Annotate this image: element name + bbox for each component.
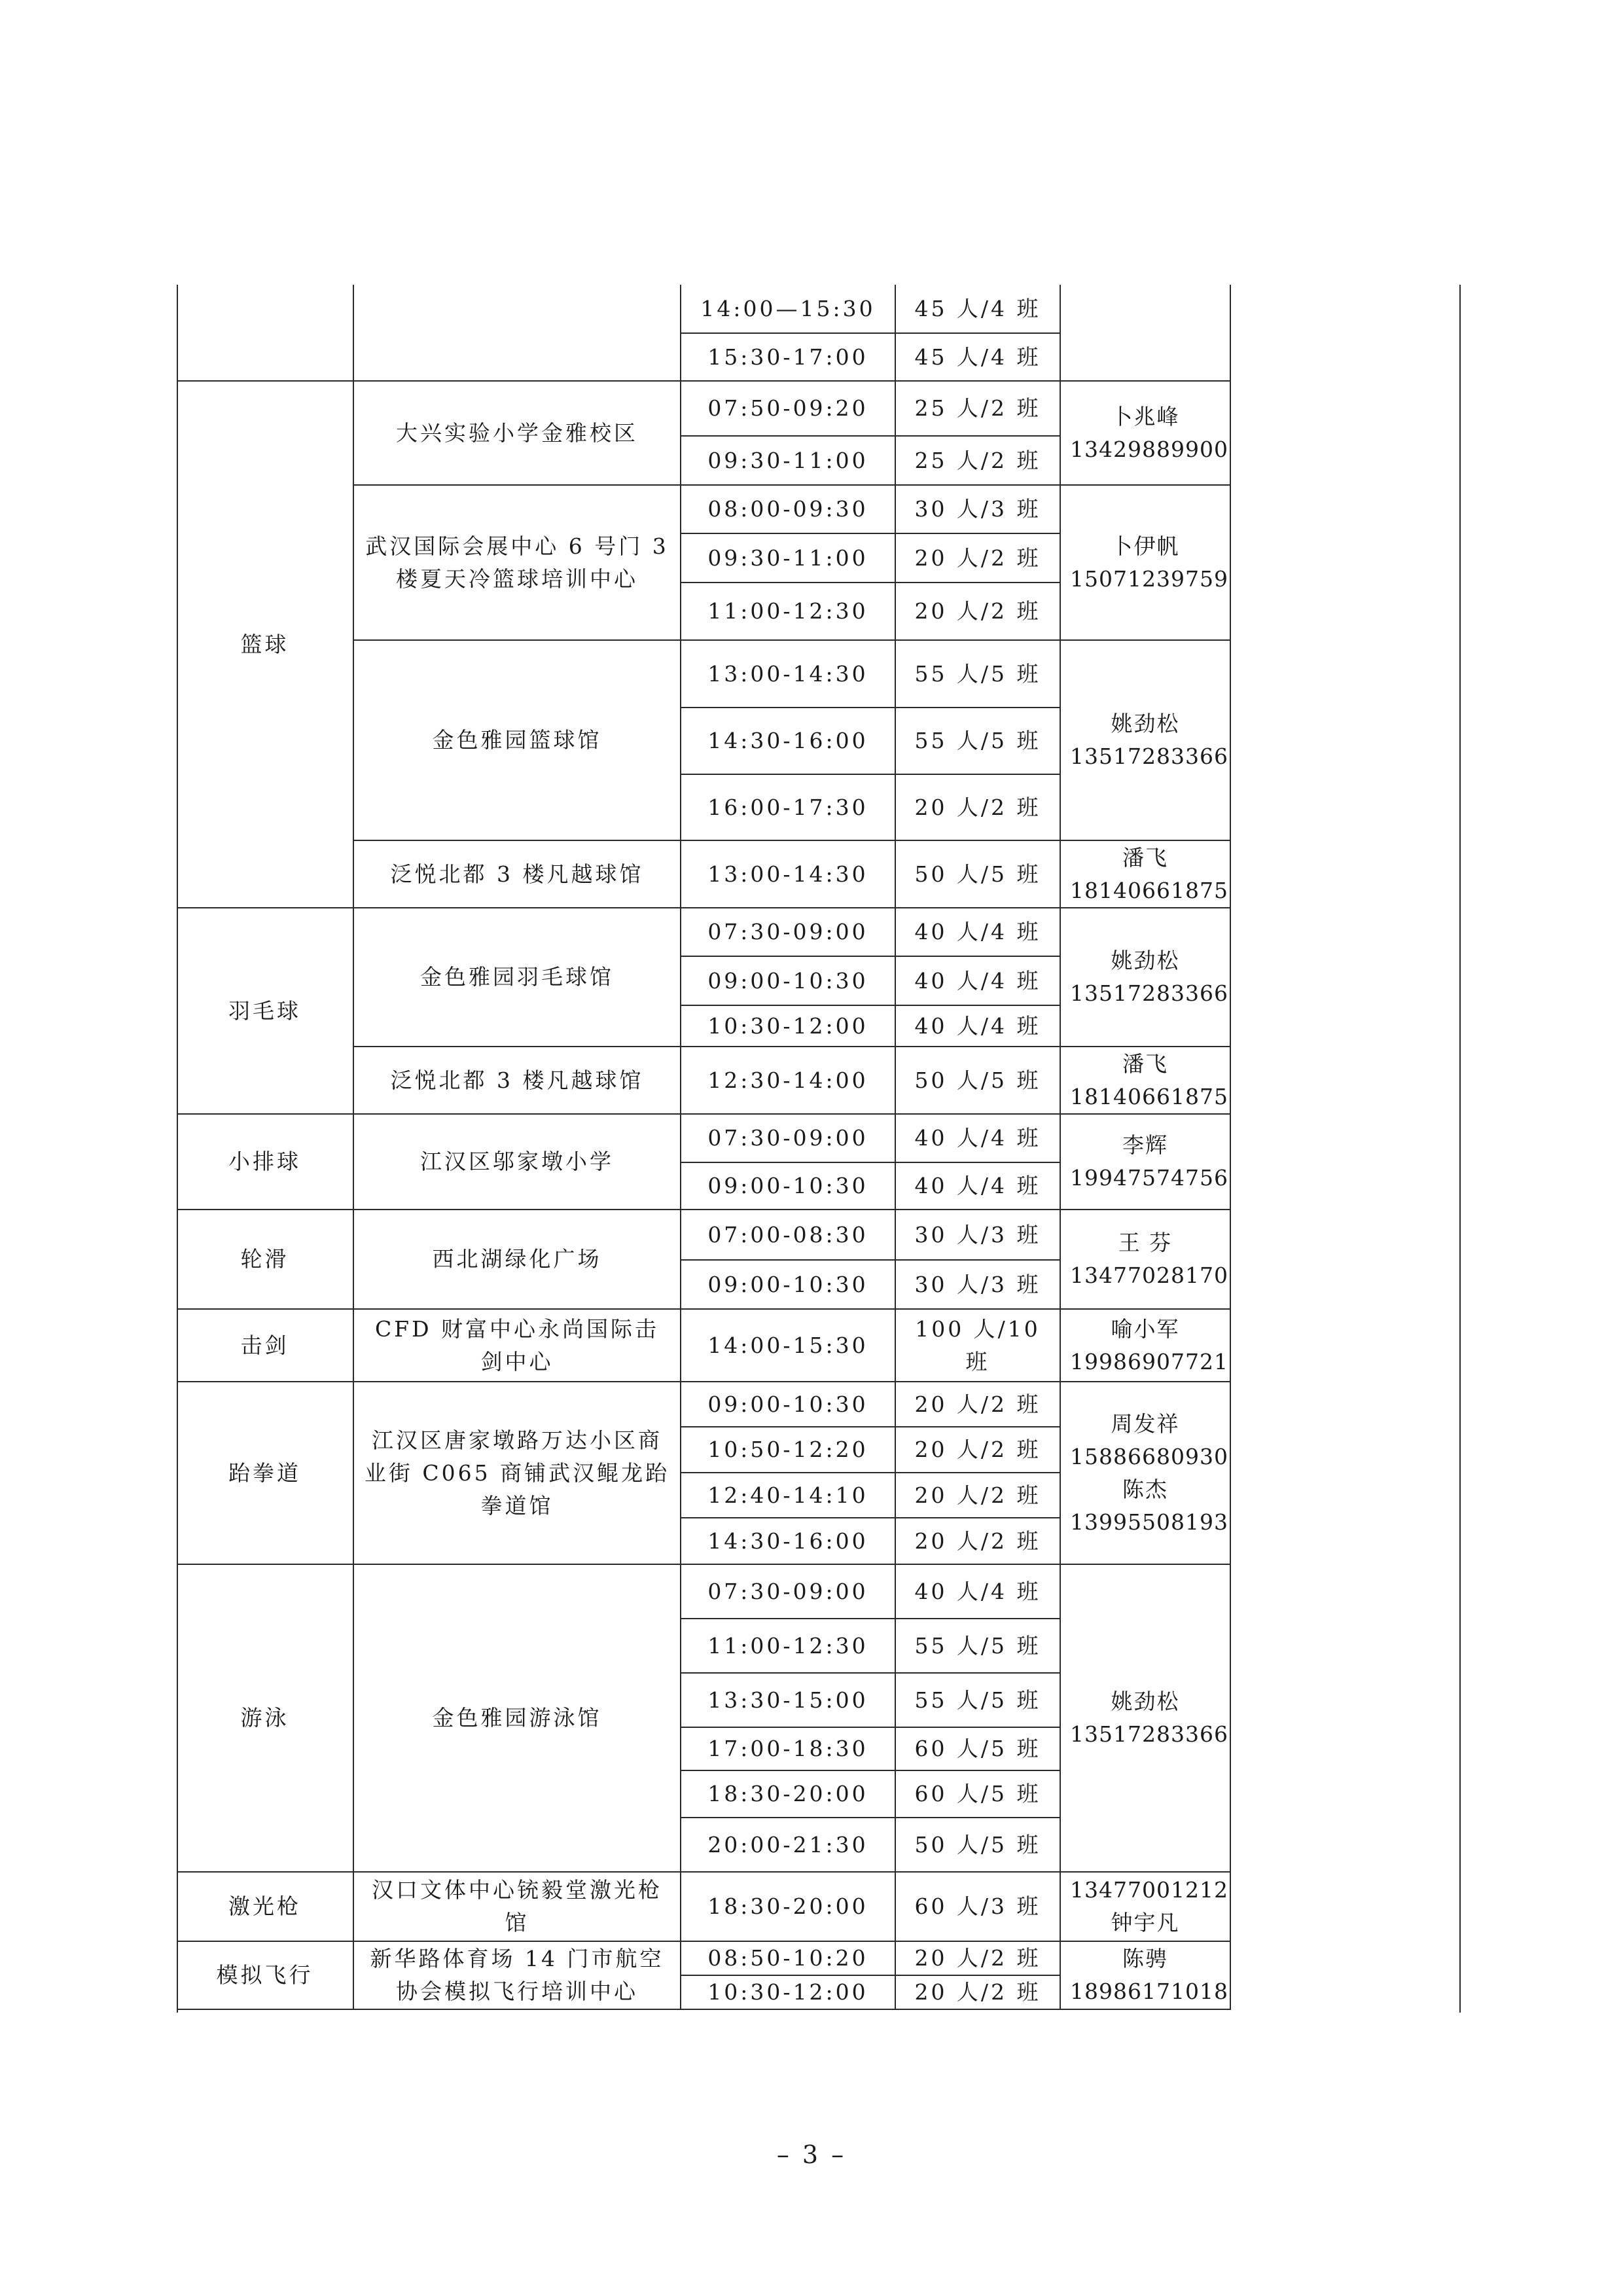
capacity-cell: 20 人/2 班 xyxy=(895,1427,1060,1473)
time-cell: 14:00—15:30 xyxy=(681,285,895,333)
time-cell: 10:30-12:00 xyxy=(681,1975,895,2009)
time-cell: 07:30-09:00 xyxy=(681,908,895,956)
capacity-cell: 60 人/3 班 xyxy=(895,1872,1060,1941)
sport-cell-mini-volleyball: 小排球 xyxy=(177,1114,353,1210)
contact-cell xyxy=(1060,485,1230,640)
contact-phone: 13477001212 xyxy=(1070,1877,1228,1903)
contact-cell xyxy=(1060,908,1230,1047)
sport-cell-fencing: 击剑 xyxy=(177,1309,353,1382)
sport-cell-roller-skating: 轮滑 xyxy=(177,1210,353,1309)
contact-phone-2: 13995508193 xyxy=(1070,1509,1228,1535)
contact-cell xyxy=(1060,1047,1230,1114)
capacity-cell: 55 人/5 班 xyxy=(895,708,1060,774)
capacity-cell: 55 人/5 班 xyxy=(895,1673,1060,1727)
contact-phone: 19986907721 xyxy=(1070,1348,1228,1374)
contact-name: 王 芬 xyxy=(1118,1230,1173,1255)
capacity-cell: 60 人/5 班 xyxy=(895,1727,1060,1770)
contact-name: 潘飞 xyxy=(1122,1050,1168,1077)
time-cell: 14:30-16:00 xyxy=(681,1518,895,1564)
time-cell: 14:00-15:30 xyxy=(681,1309,895,1382)
venue-cell-empty xyxy=(353,285,681,381)
sport-cell-swimming: 游泳 xyxy=(177,1564,353,1872)
time-cell: 11:00-12:30 xyxy=(681,1619,895,1673)
table-row xyxy=(177,1564,1230,1619)
training-venue-table xyxy=(177,285,1231,2010)
capacity-cell: 40 人/4 班 xyxy=(895,1564,1060,1619)
contact-cell xyxy=(1060,840,1230,908)
contact-name: 姚劲松 xyxy=(1111,948,1180,973)
contact-phone: 13517283366 xyxy=(1070,980,1228,1006)
capacity-cell: 20 人/2 班 xyxy=(895,583,1060,640)
venue-cell: 金色雅园篮球馆 xyxy=(353,640,681,840)
capacity-cell: 40 人/4 班 xyxy=(895,1005,1060,1047)
contact-name: 周发祥 xyxy=(1111,1410,1180,1437)
sport-cell-empty xyxy=(177,285,353,381)
time-cell: 20:00-21:30 xyxy=(681,1818,895,1872)
time-cell: 08:00-09:30 xyxy=(681,485,895,533)
time-cell: 13:00-14:30 xyxy=(681,640,895,708)
contact-name: 卜兆峰 xyxy=(1111,403,1180,429)
capacity-cell: 20 人/2 班 xyxy=(895,1473,1060,1518)
time-cell: 18:30-20:00 xyxy=(681,1872,895,1941)
sport-cell-taekwondo: 跆拳道 xyxy=(177,1382,353,1564)
page-number: – 3 – xyxy=(776,2140,847,2169)
time-cell: 15:30-17:00 xyxy=(681,333,895,381)
venue-cell: 泛悦北都 3 楼凡越球馆 xyxy=(353,1047,681,1114)
contact-cell-empty xyxy=(1060,285,1230,381)
sport-cell-flight-sim: 模拟飞行 xyxy=(177,1941,353,2009)
venue-cell: 新华路体育场 14 门市航空协会模拟飞行培训中心 xyxy=(353,1941,681,2009)
contact-name: 潘飞 xyxy=(1122,844,1168,870)
contact-cell xyxy=(1060,1210,1230,1309)
contact-name: 陈骋 xyxy=(1122,1946,1168,1971)
venue-cell: 汉口文体中心铳毅堂激光枪馆 xyxy=(353,1872,681,1941)
contact-name: 李辉 xyxy=(1122,1132,1168,1158)
table-row xyxy=(177,908,1230,956)
capacity-cell: 50 人/5 班 xyxy=(895,1047,1060,1114)
contact-cell xyxy=(1060,1309,1230,1382)
capacity-cell: 50 人/5 班 xyxy=(895,1818,1060,1872)
capacity-cell: 30 人/3 班 xyxy=(895,485,1060,533)
capacity-cell: 20 人/2 班 xyxy=(895,1941,1060,1975)
contact-phone: 18140661875 xyxy=(1070,1083,1228,1109)
time-cell: 09:00-10:30 xyxy=(681,1382,895,1427)
capacity-cell: 55 人/5 班 xyxy=(895,640,1060,708)
capacity-cell: 20 人/2 班 xyxy=(895,1518,1060,1564)
capacity-cell: 30 人/3 班 xyxy=(895,1210,1060,1260)
contact-phone: 19947574756 xyxy=(1070,1165,1228,1191)
venue-cell: CFD 财富中心永尚国际击剑中心 xyxy=(353,1309,681,1382)
time-cell: 10:50-12:20 xyxy=(681,1427,895,1473)
time-cell: 09:00-10:30 xyxy=(681,1260,895,1309)
table-row xyxy=(177,381,1230,436)
capacity-cell: 50 人/5 班 xyxy=(895,840,1060,908)
capacity-cell: 20 人/2 班 xyxy=(895,1975,1060,2009)
contact-phone: 18140661875 xyxy=(1070,877,1228,903)
table-row xyxy=(177,1872,1230,1941)
contact-phone: 18986171018 xyxy=(1070,1979,1228,2004)
capacity-cell: 55 人/5 班 xyxy=(895,1619,1060,1673)
capacity-cell: 40 人/4 班 xyxy=(895,908,1060,956)
time-cell: 18:30-20:00 xyxy=(681,1770,895,1818)
contact-name: 卜伊帆 xyxy=(1111,533,1180,559)
capacity-cell: 40 人/4 班 xyxy=(895,1162,1060,1210)
contact-cell xyxy=(1060,1941,1230,2009)
contact-phone: 13517283366 xyxy=(1070,744,1228,769)
contact-cell xyxy=(1060,1382,1230,1564)
time-cell: 09:30-11:00 xyxy=(681,436,895,485)
sport-cell-laser-gun: 激光枪 xyxy=(177,1872,353,1941)
sport-cell-basketball: 篮球 xyxy=(177,381,353,908)
time-cell: 07:50-09:20 xyxy=(681,381,895,436)
capacity-cell: 100 人/10 班 xyxy=(895,1309,1060,1382)
time-cell: 13:00-14:30 xyxy=(681,840,895,908)
contact-phone: 15886680930 xyxy=(1070,1443,1228,1469)
contact-cell xyxy=(1060,1564,1230,1872)
time-cell: 09:00-10:30 xyxy=(681,956,895,1005)
time-cell: 12:40-14:10 xyxy=(681,1473,895,1518)
venue-cell: 西北湖绿化广场 xyxy=(353,1210,681,1309)
capacity-cell: 45 人/4 班 xyxy=(895,333,1060,381)
capacity-cell: 45 人/4 班 xyxy=(895,285,1060,333)
time-cell: 11:00-12:30 xyxy=(681,583,895,640)
contact-phone: 13477028170 xyxy=(1070,1263,1228,1288)
contact-name: 喻小军 xyxy=(1111,1316,1180,1342)
contact-phone: 13429889900 xyxy=(1070,436,1228,462)
contact-cell xyxy=(1060,640,1230,840)
contact-cell xyxy=(1060,381,1230,485)
venue-cell: 泛悦北都 3 楼凡越球馆 xyxy=(353,840,681,908)
capacity-cell: 20 人/2 班 xyxy=(895,1382,1060,1427)
time-cell: 17:00-18:30 xyxy=(681,1727,895,1770)
table-row xyxy=(177,285,1230,333)
time-cell: 07:00-08:30 xyxy=(681,1210,895,1260)
venue-cell: 江汉区邬家墩小学 xyxy=(353,1114,681,1210)
table-row xyxy=(177,1382,1230,1427)
capacity-cell: 25 人/2 班 xyxy=(895,436,1060,485)
time-cell: 08:50-10:20 xyxy=(681,1941,895,1975)
capacity-cell: 25 人/2 班 xyxy=(895,381,1060,436)
table-row xyxy=(177,1941,1230,1975)
contact-phone: 13517283366 xyxy=(1070,1721,1228,1747)
time-cell: 12:30-14:00 xyxy=(681,1047,895,1114)
time-cell: 07:30-09:00 xyxy=(681,1564,895,1619)
capacity-cell: 20 人/2 班 xyxy=(895,774,1060,840)
venue-cell: 江汉区唐家墩路万达小区商业街 C065 商铺武汉鲲龙跆拳道馆 xyxy=(353,1382,681,1564)
capacity-cell: 60 人/5 班 xyxy=(895,1770,1060,1818)
time-cell: 13:30-15:00 xyxy=(681,1673,895,1727)
venue-cell: 大兴实验小学金雅校区 xyxy=(353,381,681,485)
time-cell: 09:00-10:30 xyxy=(681,1162,895,1210)
contact-name: 姚劲松 xyxy=(1111,1689,1180,1714)
capacity-cell: 20 人/2 班 xyxy=(895,533,1060,583)
sport-cell-badminton: 羽毛球 xyxy=(177,908,353,1114)
table-row xyxy=(177,1309,1230,1382)
contact-cell xyxy=(1060,1872,1230,1941)
capacity-cell: 30 人/3 班 xyxy=(895,1260,1060,1309)
capacity-cell: 40 人/4 班 xyxy=(895,1114,1060,1162)
contact-cell xyxy=(1060,1114,1230,1210)
contact-name: 钟宇凡 xyxy=(1111,1910,1180,1935)
table-row xyxy=(177,1210,1230,1260)
time-cell: 14:30-16:00 xyxy=(681,708,895,774)
venue-cell: 金色雅园游泳馆 xyxy=(353,1564,681,1872)
venue-cell: 金色雅园羽毛球馆 xyxy=(353,908,681,1047)
page-right-rule xyxy=(1459,285,1461,2013)
time-cell: 09:30-11:00 xyxy=(681,533,895,583)
contact-name-2: 陈杰 xyxy=(1122,1476,1168,1502)
contact-name: 姚劲松 xyxy=(1111,711,1180,736)
time-cell: 16:00-17:30 xyxy=(681,774,895,840)
capacity-cell: 40 人/4 班 xyxy=(895,956,1060,1005)
time-cell: 07:30-09:00 xyxy=(681,1114,895,1162)
contact-phone: 15071239759 xyxy=(1070,565,1228,592)
table-row xyxy=(177,1114,1230,1162)
venue-cell: 武汉国际会展中心 6 号门 3 楼夏天冷篮球培训中心 xyxy=(353,485,681,640)
time-cell: 10:30-12:00 xyxy=(681,1005,895,1047)
